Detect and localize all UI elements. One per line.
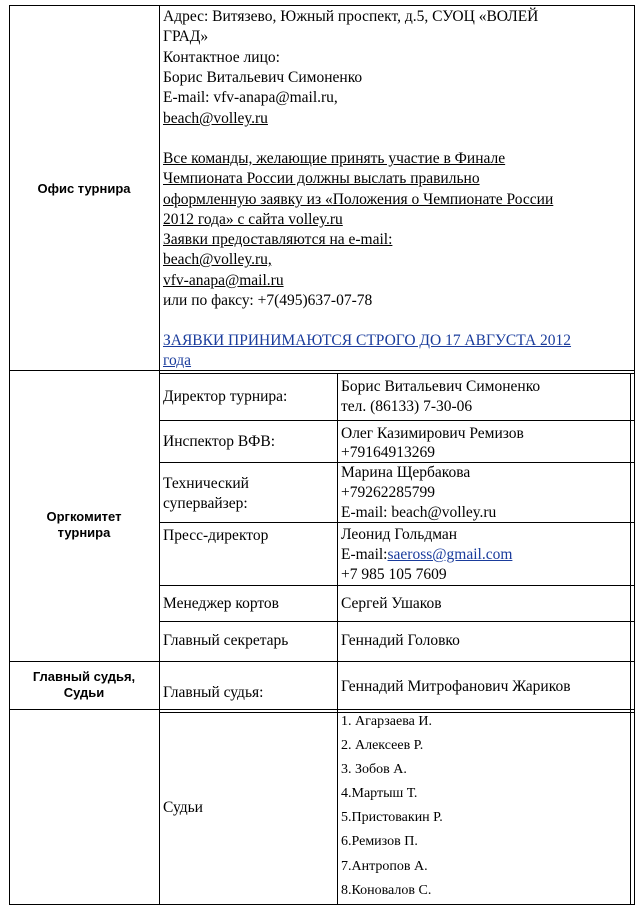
row-divider xyxy=(9,661,635,662)
press-phone: +7 985 105 7609 xyxy=(341,566,447,583)
notice-line4: 2012 года» с сайта volley.ru xyxy=(163,211,343,228)
notice-line5: Заявки предоставляются на e-mail: xyxy=(163,231,393,248)
row-divider xyxy=(9,709,635,710)
referee-list-item: 5.Пристовакин Р. xyxy=(341,810,443,825)
notice-line3: оформленную заявку из «Положения о Чемпионате России xyxy=(163,191,554,208)
court-manager-role: Менеджер кортов xyxy=(163,595,280,612)
chief-referee-name: Геннадий Митрофанович Жариков xyxy=(341,678,571,695)
press-email-link[interactable]: saeross@gmail.com xyxy=(387,546,513,563)
director-name: Борис Витальевич Симоненко xyxy=(341,378,541,395)
referee-list-item: 1. Агарзаева И. xyxy=(341,714,432,729)
inspector-phone: +79164913269 xyxy=(341,444,435,461)
notice-email1-link[interactable]: beach@volley.ru, xyxy=(163,251,272,268)
deadline-line2[interactable]: года xyxy=(163,352,192,369)
notice-email2-link[interactable]: vfv-anapa@mail.ru xyxy=(163,272,284,289)
office-contact-label: Контактное лицо: xyxy=(163,49,280,66)
inner-table-top xyxy=(159,373,634,374)
deadline-line1[interactable]: ЗАЯВКИ ПРИНИМАЮТСЯ СТРОГО ДО 17 АВГУСТА 2012 xyxy=(163,332,572,349)
referee-list-item: 2. Алексеев Р. xyxy=(341,738,424,753)
press-email-label: E-mail: xyxy=(341,546,388,563)
supervisor-name: Марина Щербакова xyxy=(341,464,471,481)
chief-referee-role: Главный судья: xyxy=(163,684,264,701)
director-phone: тел. (86133) 7-30-06 xyxy=(341,398,473,415)
court-manager-name: Сергей Ушаков xyxy=(341,595,442,612)
office-address-line1: Адрес: Витязево, Южный проспект, д.5, СУОЦ «ВОЛЕЙ xyxy=(163,8,539,25)
office-address-line2: ГРАД» xyxy=(163,28,209,45)
chief-secretary-name: Геннадий Головко xyxy=(341,632,460,649)
inspector-role: Инспектор ВФВ: xyxy=(163,433,276,450)
office-label: Офис турнира xyxy=(37,181,131,196)
row-divider xyxy=(9,370,635,371)
inner-column-right xyxy=(630,373,631,905)
inspector-name: Олег Казимирович Ремизов xyxy=(341,425,524,442)
press-role: Пресс-директор xyxy=(163,527,269,544)
notice-line1: Все команды, желающие принять участие в Финале xyxy=(163,150,506,167)
table-border-left xyxy=(9,5,10,905)
supervisor-phone: +79262285799 xyxy=(341,484,435,501)
office-email2[interactable]: beach@volley.ru xyxy=(163,110,268,127)
referee-list-item: 3. Зобов А. xyxy=(341,762,407,777)
chief-label-line1: Главный судья, xyxy=(32,669,136,684)
inner-column-divider xyxy=(337,373,338,905)
chief-label xyxy=(10,669,158,701)
inner-row-divider xyxy=(159,621,634,622)
chief-secretary-role: Главный секретарь xyxy=(163,632,289,649)
supervisor-role-line1: Технический xyxy=(163,475,249,492)
referee-list-item: 6.Ремизов П. xyxy=(341,834,418,849)
office-contact-name: Борис Витальевич Симоненко xyxy=(163,69,363,86)
press-email-line xyxy=(341,545,512,565)
fax-line: или по факсу: +7(495)637-07-78 xyxy=(163,292,373,309)
referees-role: Судьи xyxy=(163,799,203,816)
chief-label-line2: Судьи xyxy=(63,685,105,700)
orgcom-label-line1: Оргкомитет xyxy=(46,509,122,524)
referee-list-item: 7.Антропов А. xyxy=(341,859,428,874)
orgcom-label-line2: турнира xyxy=(57,525,111,540)
inner-row-divider xyxy=(159,420,634,421)
orgcom-label xyxy=(10,509,158,541)
press-name: Леонид Гольдман xyxy=(341,526,458,543)
director-role: Директор турнира: xyxy=(163,388,288,405)
office-email-line: E-mail: vfv-anapa@mail.ru, xyxy=(163,89,338,106)
table-border-top xyxy=(9,5,635,6)
referee-list-item: 8.Коновалов С. xyxy=(341,883,432,898)
column-divider xyxy=(159,5,160,905)
table-border-right xyxy=(634,5,635,905)
table-border-bottom xyxy=(9,904,635,905)
referee-list-item: 4.Мартыш Т. xyxy=(341,786,418,801)
notice-line2: Чемпионата России должны выслать правильно xyxy=(163,170,480,187)
supervisor-email: E-mail: beach@volley.ru xyxy=(341,504,497,521)
supervisor-role-line2: супервайзер: xyxy=(163,495,248,512)
